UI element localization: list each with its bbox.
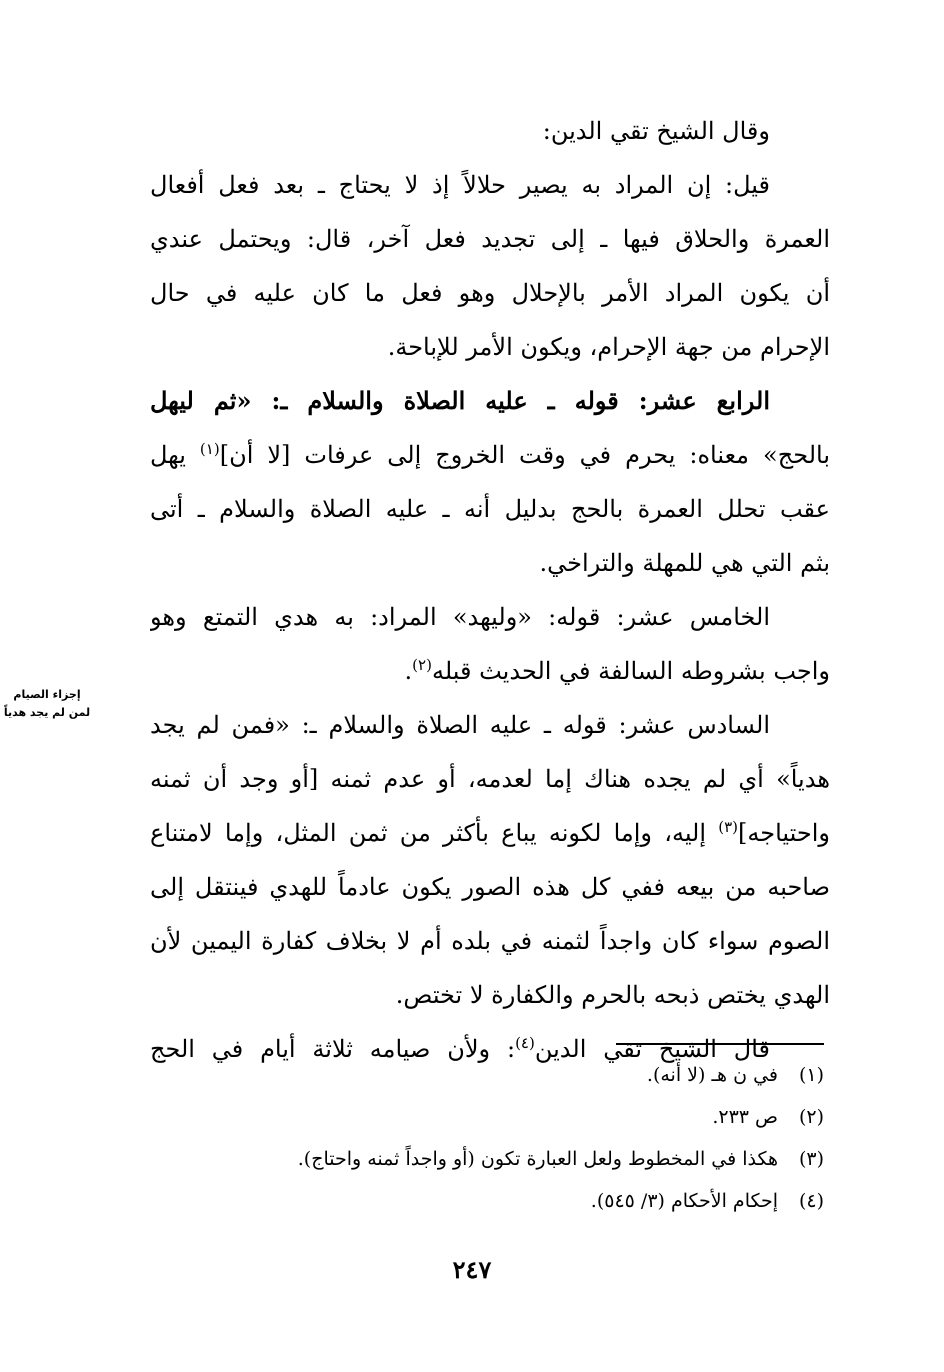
line-text: واحتياجه] [738, 819, 830, 847]
footnote-ref: (٢) [412, 656, 432, 674]
footnote-text: في ن هـ (لا أنه). [646, 1064, 778, 1086]
text-line [150, 104, 830, 158]
line-text: وقال الشيخ تقي الدين: [542, 117, 770, 145]
footnote-ref: (٤) [515, 1034, 535, 1052]
line-text: هدياً» أي لم يجده هناك إما لعدمه، أو عدم ثمنه [أو وجد أن ثمنه [150, 765, 830, 793]
line-text: إليه، وإما لكونه يباع بأكثر من ثمن المثل، وإما لامتناع [150, 819, 707, 847]
footnote [124, 1180, 824, 1222]
line-text: يهل [150, 441, 186, 469]
text-line [150, 212, 830, 266]
text-line [150, 536, 830, 590]
footnote-number: (٢) [798, 1106, 824, 1128]
footnote [124, 1054, 824, 1096]
margin-note [2, 686, 92, 722]
line-text: العمرة والحلاق فيها ـ إلى تجديد فعل آخر، قال: ويحتمل عندي [150, 225, 830, 253]
footnote [124, 1096, 824, 1138]
footnote-number: (٤) [798, 1190, 824, 1212]
footnote-number: (٣) [798, 1148, 824, 1170]
footnote [124, 1138, 824, 1180]
text-line [150, 968, 830, 1022]
text-line [150, 482, 830, 536]
text-line [150, 860, 830, 914]
line-text: قال الشيخ تقي الدين [534, 1035, 770, 1063]
line-text: قيل: إن المراد به يصير حلالاً إذ لا يحتاج ـ بعد فعل أفعال [150, 171, 770, 199]
footnotes [124, 1054, 824, 1222]
text-line [150, 428, 830, 482]
text-line [150, 698, 830, 752]
footnote-ref: (١) [199, 440, 220, 458]
text-line [150, 158, 830, 212]
line-text: واجب بشروطه السالفة في الحديث قبله [431, 657, 830, 685]
line-text: الإحرام من جهة الإحرام، ويكون الأمر للإباحة. [387, 333, 830, 361]
text-line [150, 590, 830, 644]
text-line [150, 374, 830, 428]
footnote-text: ص ٢٣٣. [712, 1106, 778, 1128]
margin-note-line: لمن لم يجد هدياً [3, 706, 91, 719]
footnote-separator [616, 1043, 824, 1045]
page-number: ٢٤٧ [452, 1255, 492, 1284]
line-text: . [404, 657, 413, 685]
text-line [150, 266, 830, 320]
line-text: بالحج» معناه: يحرم في وقت الخروج إلى عرفات [لا أن] [219, 441, 830, 469]
text-line [150, 320, 830, 374]
margin-note-line: إجزاء الصيام [13, 688, 81, 701]
line-text: أن يكون المراد الأمر بالإحلال وهو فعل ما كان عليه في حال [150, 279, 830, 307]
line-text: الخامس عشر: قوله: «وليهد» المراد: به هدي التمتع وهو [150, 603, 770, 631]
text-line [150, 644, 830, 698]
text-line [150, 752, 830, 806]
text-line [150, 914, 830, 968]
line-text: صاحبه من بيعه ففي كل هذه الصور يكون عادماً للهدي فينتقل إلى [150, 873, 830, 901]
footnote-ref: (٣) [718, 818, 739, 836]
line-text: السادس عشر: قوله ـ عليه الصلاة والسلام ـ: «فمن لم يجد [150, 711, 770, 739]
footnote-number: (١) [798, 1064, 824, 1086]
line-text: الرابع عشر: قوله ـ عليه الصلاة والسلام ـ: «ثم ليهل [150, 386, 770, 415]
line-text: الهدي يختص ذبحه بالحرم والكفارة لا تختص. [395, 981, 830, 1009]
text-line [150, 806, 830, 860]
line-text: الصوم سواء كان واجداً لثمنه في بلده أم لا بخلاف كفارة اليمين لأن [150, 927, 830, 955]
footnote-text: إحكام الأحكام (٣/ ٥٤٥). [590, 1190, 778, 1212]
line-text: : ولأن صيامه ثلاثة أيام في الحج [150, 1035, 516, 1063]
main-text [150, 104, 830, 1076]
line-text: بثم التي هي للمهلة والتراخي. [539, 549, 830, 577]
footnote-text: هكذا في المخطوط ولعل العبارة تكون (أو واجداً ثمنه واحتاج). [297, 1148, 778, 1170]
line-text: عقب تحلل العمرة بالحج بدليل أنه ـ عليه الصلاة والسلام ـ أتى [150, 495, 830, 523]
